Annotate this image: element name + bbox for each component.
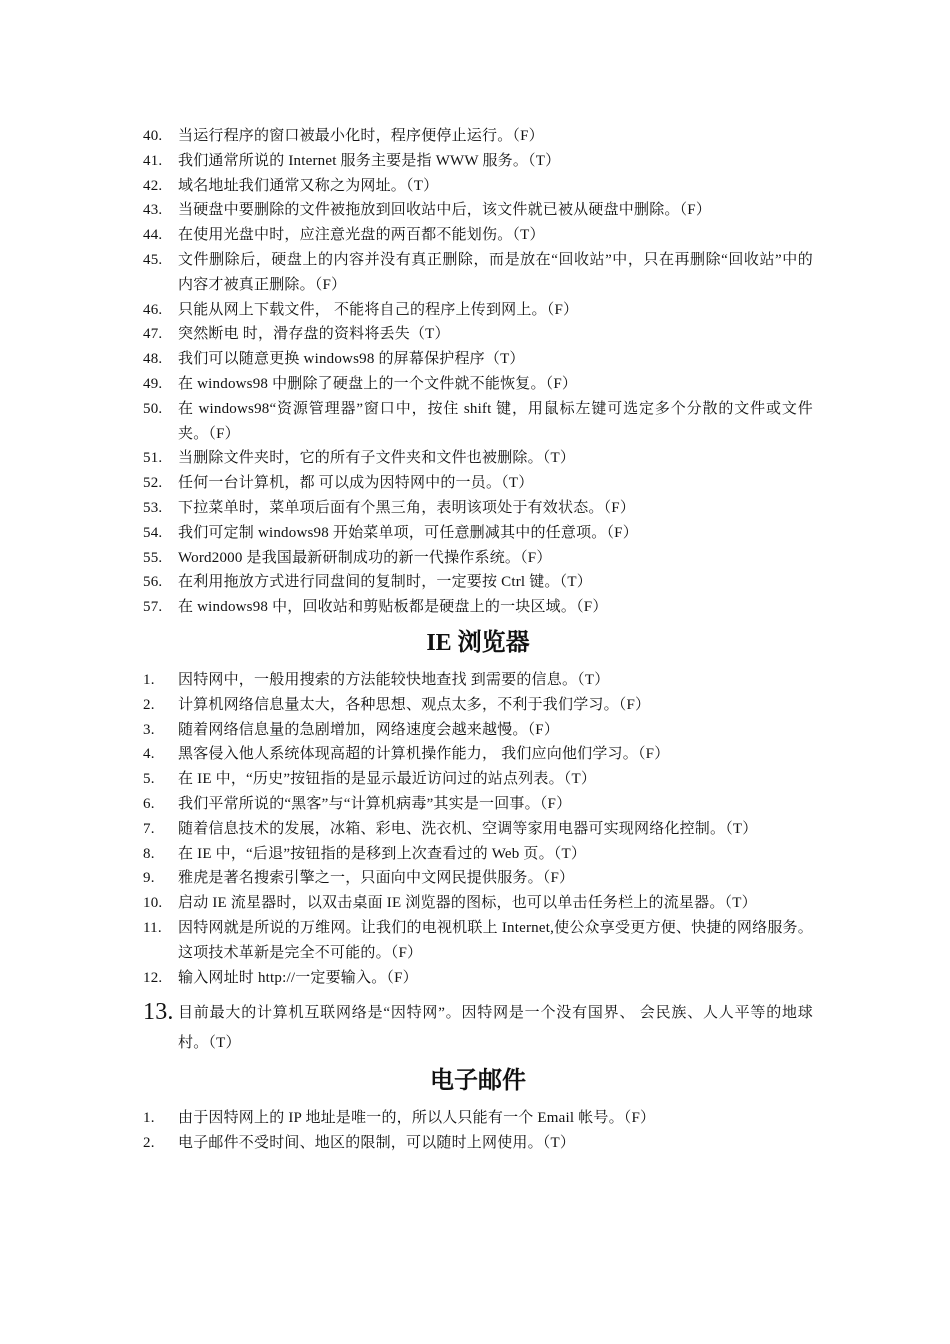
item-number: 49.	[143, 375, 163, 392]
item-text: 黑客侵入他人系统体现高超的计算机操作能力， 我们应向他们学习。（F）	[178, 746, 670, 763]
item-text: 雅虎是著名搜索引擎之一，只面向中文网民提供服务。（F）	[178, 870, 575, 887]
item-number: 1.	[143, 1110, 155, 1127]
item-text: Word2000 是我国最新研制成功的新一代操作系统。（F）	[178, 549, 552, 566]
item-number: 57.	[143, 599, 163, 616]
item-number: 41.	[143, 152, 163, 169]
list-item	[143, 1131, 813, 1156]
section-heading-email: 电子邮件	[430, 1068, 526, 1095]
item-number: 45.	[143, 251, 163, 268]
item-text: 因特网中，一般用搜索的方法能较快地查找 到需要的信息。（T）	[178, 671, 610, 688]
list-item	[143, 966, 813, 991]
item-number: 50.	[143, 400, 163, 417]
item-text: 在利用拖放方式进行同盘间的复制时，一定要按 Ctrl 键。（T）	[178, 574, 592, 591]
item-text: 因特网就是所说的万维网。让我们的电视机联上 Internet,使公众享受更方便、快捷的网络服务。这项技术革新是完全不可能的。（F）	[178, 919, 813, 961]
item-number: 47.	[143, 326, 163, 343]
item-text: 随着网络信息量的急剧增加，网络速度会越来越慢。（F）	[178, 721, 560, 738]
item-number: 48.	[143, 351, 163, 368]
item-number: 55.	[143, 549, 163, 566]
item-number: 2.	[143, 696, 155, 713]
list-item	[143, 718, 813, 743]
item-number: 52.	[143, 475, 163, 492]
item-text: 域名地址我们通常又称之为网址。（T）	[178, 177, 439, 194]
item-text: 随着信息技术的发展，冰箱、彩电、洗衣机、空调等家用电器可实现网络化控制。（T）	[178, 820, 758, 837]
list-item	[143, 496, 813, 521]
item-text: 下拉菜单时，菜单项后面有个黑三角，表明该项处于有效状态。（F）	[178, 499, 636, 516]
item-number: 44.	[143, 227, 163, 244]
list-item	[143, 817, 813, 842]
item-number: 56.	[143, 574, 163, 591]
list-item	[143, 693, 813, 718]
list-item	[143, 471, 813, 496]
item-number: 46.	[143, 301, 163, 318]
item-number: 43.	[143, 202, 163, 219]
list-item	[143, 767, 813, 792]
item-number: 53.	[143, 499, 163, 516]
item-number: 40.	[143, 128, 163, 144]
item-text: 在 windows98 中，回收站和剪贴板都是硬盘上的一块区域。（F）	[178, 599, 608, 616]
item-number: 9.	[143, 870, 155, 887]
question-list-section-3	[143, 1106, 813, 1156]
list-item	[143, 595, 813, 620]
item-number: 2.	[143, 1135, 155, 1152]
list-item	[143, 298, 813, 323]
item-number: 4.	[143, 746, 155, 763]
item-text: 在 IE 中，“后退”按钮指的是移到上次查看过的 Web 页。（T）	[178, 845, 587, 862]
item-text: 我们可定制 windows98 开始菜单项，可任意删减其中的任意项。（F）	[178, 524, 638, 541]
list-item	[143, 149, 813, 174]
list-item	[143, 792, 813, 817]
item-text: 在使用光盘中时，应注意光盘的两百都不能划伤。（T）	[178, 227, 545, 244]
item-text: 突然断电 时，滑存盘的资料将丢失（T）	[178, 326, 450, 343]
list-item	[143, 742, 813, 767]
question-list-section-2	[143, 668, 813, 1058]
list-item	[143, 668, 813, 693]
item-text: 计算机网络信息量太大，各种思想、观点太多，不利于我们学习。（F）	[178, 696, 651, 713]
item-number: 13.	[143, 999, 174, 1026]
list-item	[143, 546, 813, 571]
item-number: 6.	[143, 795, 155, 812]
item-text: 当删除文件夹时，它的所有子文件夹和文件也被删除。（T）	[178, 450, 576, 467]
list-item	[143, 891, 813, 916]
item-number: 5.	[143, 771, 155, 788]
list-item	[143, 397, 813, 447]
item-text: 当硬盘中要删除的文件被拖放到回收站中后，该文件就已被从硬盘中删除。（F）	[178, 202, 712, 219]
item-text: 文件删除后，硬盘上的内容并没有真正删除，而是放在“回收站”中，只在再删除“回收站”中的内容才被真正删除。（F）	[178, 251, 813, 293]
list-item	[143, 198, 813, 223]
list-item	[143, 916, 813, 966]
section-heading-ie-browser: IE 浏览器	[426, 629, 530, 656]
item-number: 12.	[143, 969, 163, 986]
item-number: 3.	[143, 721, 155, 738]
item-number: 10.	[143, 895, 163, 912]
list-item	[143, 842, 813, 867]
item-text: 目前最大的计算机互联网络是“因特网”。因特网是一个没有国界、 会民族、人人平等的地球村。（T）	[178, 1005, 813, 1052]
item-text: 输入网址时 http://一定要输入。（F）	[178, 969, 418, 986]
question-list-section-1	[143, 124, 813, 620]
list-item	[143, 998, 813, 1058]
document-page	[143, 124, 813, 1156]
list-item	[143, 124, 813, 149]
item-text: 由于因特网上的 IP 地址是唯一的，所以人只能有一个 Email 帐号。（F）	[178, 1110, 656, 1127]
item-text: 在 windows98“资源管理器”窗口中，按住 shift 键，用鼠标左键可选定多个分散的文件或文件夹。（F）	[178, 400, 813, 442]
item-text: 在 IE 中，“历史”按钮指的是显示最近访问过的站点列表。（T）	[178, 771, 597, 788]
list-item	[143, 446, 813, 471]
item-text: 只能从网上下载文件， 不能将自己的程序上传到网上。（F）	[178, 301, 579, 318]
list-item	[143, 570, 813, 595]
list-item	[143, 248, 813, 298]
item-text: 任何一台计算机，都 可以成为因特网中的一员。（T）	[178, 475, 534, 492]
item-number: 42.	[143, 177, 163, 194]
item-number: 8.	[143, 845, 155, 862]
item-number: 1.	[143, 671, 155, 688]
list-item	[143, 322, 813, 347]
item-text: 我们平常所说的“黑客”与“计算机病毒”其实是一回事。（F）	[178, 795, 572, 812]
item-text: 当运行程序的窗口被最小化时，程序便停止运行。（F）	[178, 128, 544, 144]
list-item	[143, 372, 813, 397]
item-number: 51.	[143, 450, 163, 467]
list-item	[143, 347, 813, 372]
item-number: 11.	[143, 919, 162, 936]
item-number: 54.	[143, 524, 163, 541]
list-item	[143, 1106, 813, 1131]
item-text: 在 windows98 中删除了硬盘上的一个文件就不能恢复。（F）	[178, 375, 578, 392]
list-item	[143, 174, 813, 199]
list-item	[143, 223, 813, 248]
item-text: 电子邮件不受时间、地区的限制，可以随时上网使用。（T）	[178, 1135, 576, 1152]
list-item	[143, 866, 813, 891]
item-text: 我们通常所说的 Internet 服务主要是指 WWW 服务。（T）	[178, 152, 561, 169]
item-text: 启动 IE 流星器时，以双击桌面 IE 浏览器的图标，也可以单击任务栏上的流星器。（T）	[178, 895, 757, 912]
item-number: 7.	[143, 820, 155, 837]
list-item	[143, 521, 813, 546]
item-text: 我们可以随意更换 windows98 的屏幕保护程序（T）	[178, 351, 525, 368]
